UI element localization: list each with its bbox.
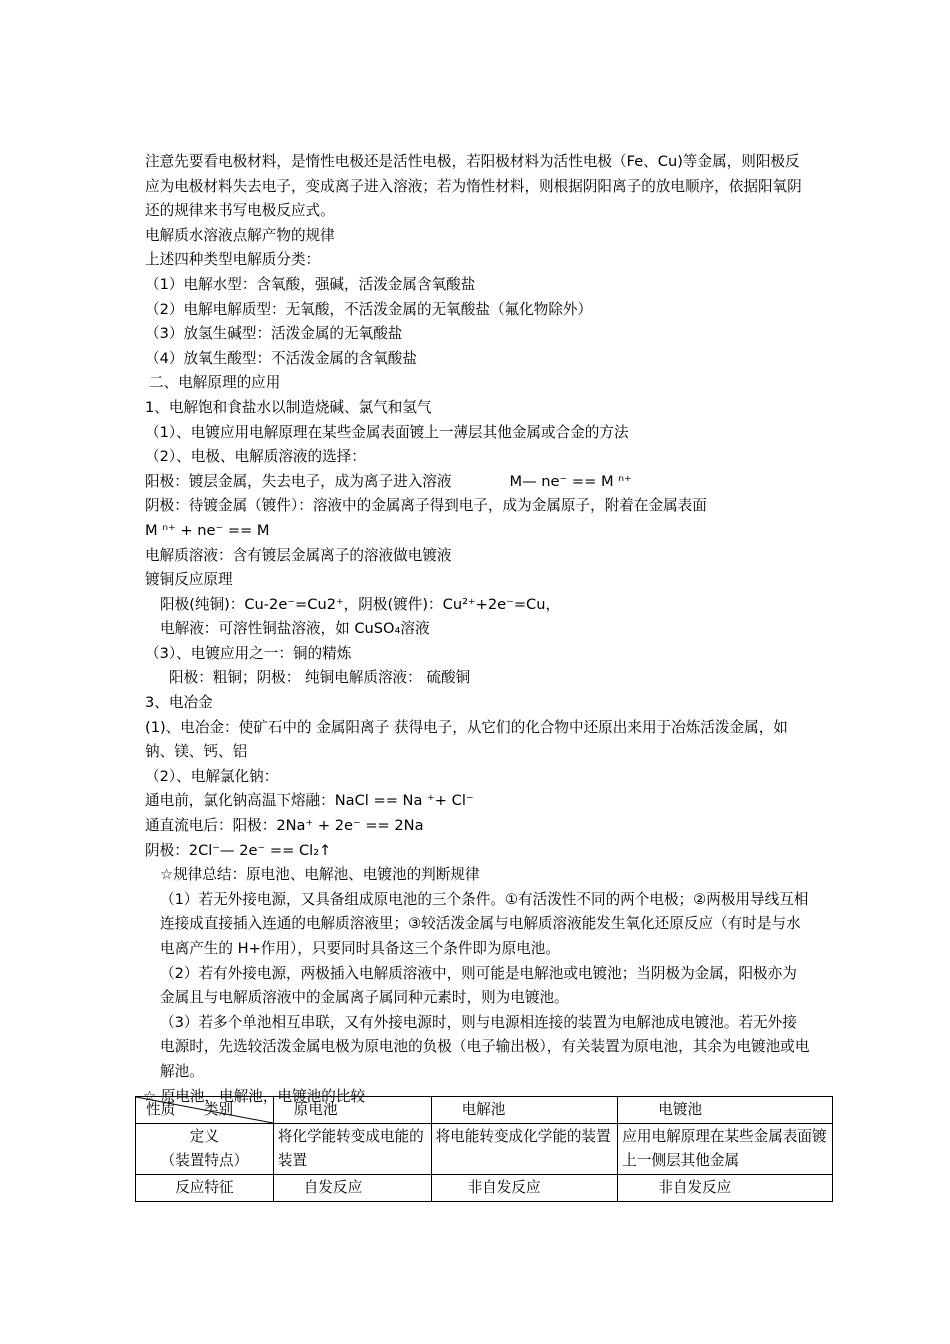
- plating-3: （3）、电镀应用之一：铜的精炼: [145, 644, 352, 662]
- rule-3: （3）若多个单池相互串联，又有外接电源时，则与电源相连接的装置为电解池成电镀池。若无外接电源时，先选较活泼金属电极为原电池的负极（电子输出极），有关装置为原电池，其余为电镀池或电解池。: [160, 1013, 810, 1080]
- corner-left-label: 性质: [146, 1101, 176, 1118]
- reaction-label: 反应特征: [136, 1175, 274, 1202]
- application-3: 3、电冶金: [145, 694, 213, 712]
- rule-title: 电解质水溶液点解产物的规律: [145, 226, 335, 244]
- reaction-electrolytic: 非自发反应: [431, 1175, 618, 1202]
- corner-cell: [136, 1097, 274, 1124]
- application-1: 1、电解饱和食盐水以制造烧碱、氯气和氢气: [145, 398, 432, 416]
- anode-text: 阳极：镀层金属，失去电子，成为离子进入溶液: [145, 472, 452, 490]
- plating-1: （1）、电镀应用电解原理在某些金属表面镀上一薄层其他金属或合金的方法: [145, 423, 629, 441]
- summary-heading: ☆规律总结：原电池、电解池、电镀池的判断规律: [160, 866, 480, 884]
- rule-1: （1）若无外接电源，又具备组成原电池的三个条件。①有活泼性不同的两个电极；②两极用导线互相连接成直接插入连通的电解质溶液里；③较活泼金属与电解质溶液能发生氧化还原反应（有时是与水电离产生的 H+作用），只要同时具备这三个条件即为原电池。: [160, 890, 809, 957]
- copper-plating-solution: 电解液：可溶性铜盐溶液，如 CuSO₄溶液: [160, 620, 430, 638]
- paragraph-electrode-material: 注意先要看电极材料，是惰性电极还是活性电极，若阳极材料为活性电极（Fe、Cu)等金属，则阳极反应为电极材料失去电子，变成离子进入溶液；若为惰性材料，则根据阴阳离子的放电顺序，依据阳氧阴还的规律来书写电极反应式。: [145, 153, 802, 220]
- compare-heading: ☆ 原电池，电解池，电镀池的比较: [143, 1087, 366, 1105]
- type-2: （2）电解电解质型：无氧酸，不活泼金属的无氧酸盐（氟化物除外）: [145, 300, 593, 318]
- section-2-heading: 二、电解原理的应用: [149, 374, 281, 392]
- document-body: [145, 150, 810, 1109]
- definition-electroplating: 应用电解原理在某些金属表面镀上一侧层其他金属: [618, 1124, 833, 1175]
- dc-line: 通直流电后：阳极：2Na⁺ + 2e⁻ == 2Na: [145, 817, 424, 835]
- copper-plating-title: 镀铜反应原理: [145, 571, 233, 589]
- cathode-equation: M ⁿ⁺ + ne⁻ == M: [145, 521, 270, 539]
- table-row: [136, 1175, 833, 1202]
- classify-heading: 上述四种类型电解质分类：: [145, 251, 321, 269]
- definition-label-1: 定义: [189, 1128, 219, 1145]
- definition-label-2: （装置特点）: [160, 1152, 249, 1169]
- negative-line: 阴极：2Cl⁻— 2e⁻ == Cl₂↑: [145, 841, 332, 859]
- reaction-electroplating: 非自发反应: [618, 1175, 833, 1202]
- definition-galvanic: 将化学能转变成电能的装置: [273, 1124, 431, 1175]
- melt-line: 通电前，氯化钠高温下熔融：NaCl == Na ⁺+ Cl⁻: [145, 792, 474, 810]
- table-header-row: [136, 1097, 833, 1124]
- electrolyte-line: 电解质溶液：含有镀层金属离子的溶液做电镀液: [145, 546, 452, 564]
- corner-right-label: 类别: [203, 1101, 234, 1118]
- anode-equation: M— ne⁻ == M ⁿ⁺: [509, 472, 632, 490]
- metallurgy-2: （2）、电解氯化钠：: [145, 767, 279, 785]
- header-electroplating: 电镀池: [618, 1097, 833, 1124]
- metallurgy-paragraph: (1)、电冶金：使矿石中的 金属阳离子 获得电子，从它们的化合物中还原出来用于冶炼活泼金属，如钠、镁、钙、铝: [145, 718, 788, 761]
- plating-2: （2）、电极、电解质溶液的选择：: [145, 448, 366, 466]
- comparison-table: [135, 1096, 833, 1202]
- type-3: （3）放氢生碱型：活泼金属的无氧酸盐: [145, 325, 403, 343]
- reaction-galvanic: 自发反应: [273, 1175, 431, 1202]
- copper-plating-equation: 阳极(纯铜)：Cu-2e⁻=Cu2⁺，阴极(镀件)：Cu²⁺+2e⁻=Cu，: [160, 595, 561, 613]
- cathode-line: 阴极：待镀金属（镀件）：溶液中的金属离子得到电子，成为金属原子，附着在金属表面: [145, 497, 707, 515]
- rule-2: （2）若有外接电源，两极插入电解质溶液中，则可能是电解池或电镀池；当阴极为金属，阳极亦为金属且与电解质溶液中的金属离子属同种元素时，则为电镀池。: [160, 964, 797, 1007]
- type-4: （4）放氧生酸型：不活泼金属的含氧酸盐: [145, 349, 417, 367]
- header-galvanic: 原电池: [273, 1097, 431, 1124]
- anode-line: [145, 470, 810, 495]
- definition-electrolytic: 将电能转变成化学能的装置: [431, 1124, 618, 1175]
- refining-line: 阳极：粗铜；阴极： 纯铜电解质溶液： 硫酸铜: [169, 669, 471, 687]
- type-1: （1）电解水型：含氧酸，强碱，活泼金属含氧酸盐: [145, 275, 476, 293]
- header-electrolytic: 电解池: [431, 1097, 618, 1124]
- definition-label: [136, 1124, 274, 1175]
- table-row: [136, 1124, 833, 1175]
